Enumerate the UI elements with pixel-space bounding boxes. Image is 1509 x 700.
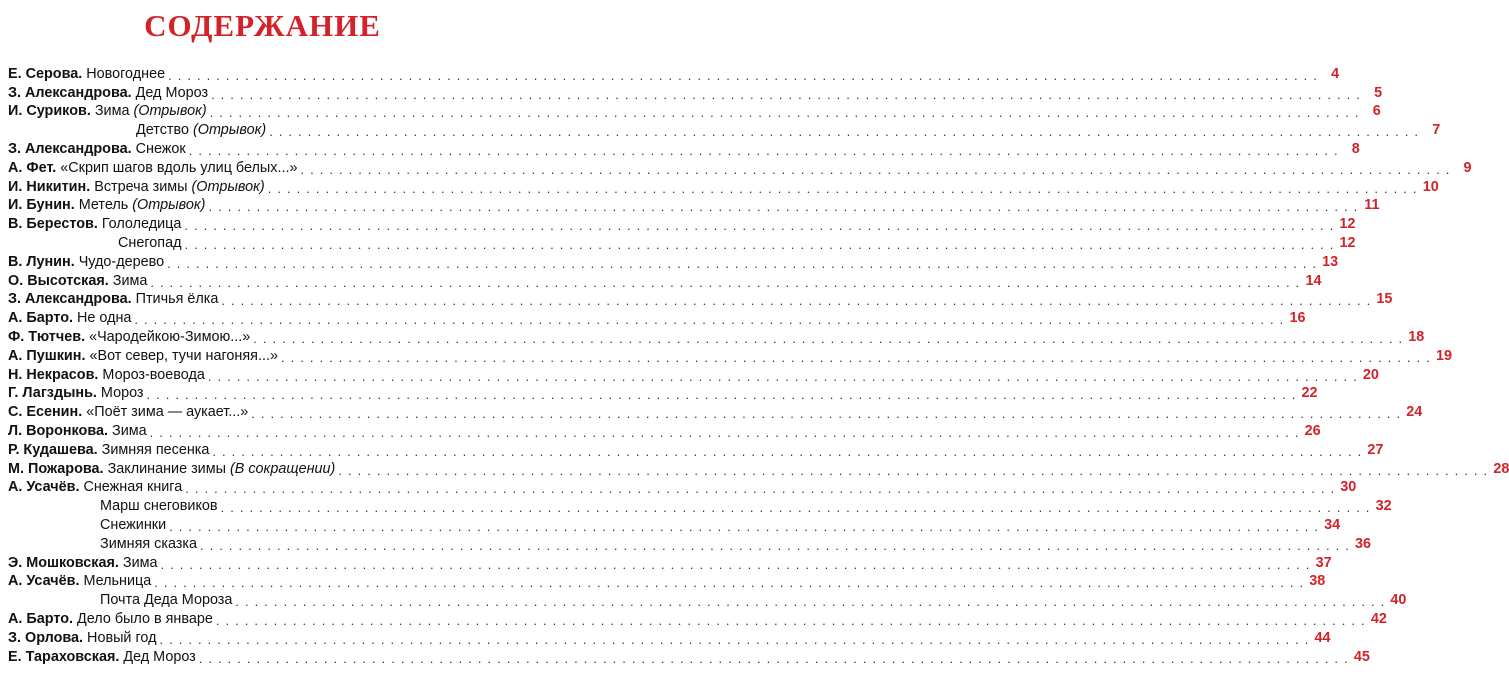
toc-entry bbox=[8, 346, 1452, 365]
toc-author: И. Бунин. bbox=[8, 197, 75, 214]
toc-work-title: Почта Деда Мороза bbox=[100, 592, 233, 609]
dot-leader: . . . . . . . . . . . . . . . . . . . . . . . . . . . . . . . . . . . . . . . . . . . . . . . . . . . . . . . . . . . . . . . . . . . . . . . . . . . . . . . . . . . . . . . . . . . . . . . . . . . . . . . . . . . . . . . . . . . . . . . . bbox=[251, 406, 1402, 422]
toc-entry bbox=[8, 496, 1392, 516]
toc-page-number: 44 bbox=[1314, 629, 1331, 646]
toc-author: Э. Мошковская. bbox=[8, 554, 119, 571]
toc-entry bbox=[8, 609, 1387, 628]
toc-author: Е. Тараховская. bbox=[8, 648, 120, 665]
toc-entry bbox=[8, 572, 1326, 591]
dot-leader: . . . . . . . . . . . . . . . . . . . . . . . . . . . . . . . . . . . . . . . . . . . . . . . . . . . . . . . . . . . . . . . . . . . . . . . . . . . . . . . . . . . . . . . . . . . . . . . . . . . . . . . . . . . . . . . . . . . . . . . . bbox=[338, 462, 1489, 478]
dot-leader: . . . . . . . . . . . . . . . . . . . . . . . . . . . . . . . . . . . . . . . . . . . . . . . . . . . . . . . . . . . . . . . . . . . . . . . . . . . . . . . . . . . . . . . . . . . . . . . . . . . . . . . . . . . . . . . . . . . . . . . . bbox=[160, 556, 1311, 572]
dot-leader: . . . . . . . . . . . . . . . . . . . . . . . . . . . . . . . . . . . . . . . . . . . . . . . . . . . . . . . . . . . . . . . . . . . . . . . . . . . . . . . . . . . . . . . . . . . . . . . . . . . . . . . . . . . . . . . . . . . . . . . . bbox=[212, 443, 1363, 459]
toc-author: М. Пожарова. bbox=[8, 460, 104, 477]
toc-work-title: Зима bbox=[94, 103, 130, 120]
toc-entry bbox=[8, 102, 1381, 121]
toc-author: И. Суриков. bbox=[8, 103, 91, 120]
toc-page-number: 34 bbox=[1324, 516, 1341, 533]
toc-note: (Отрывок) bbox=[191, 178, 265, 195]
toc-page-number: 13 bbox=[1322, 253, 1339, 270]
toc-page-number: 45 bbox=[1353, 648, 1370, 665]
dot-leader: . . . . . . . . . . . . . . . . . . . . . . . . . . . . . . . . . . . . . . . . . . . . . . . . . . . . . . . . . . . . . . . . . . . . . . . . . . . . . . . . . . . . . . . . . . . . . . . . . . . . . . . . . . . . . . . . . . . . . . . . bbox=[220, 500, 1371, 516]
toc-work-title: «Скрип шагов вдоль улиц белых...» bbox=[60, 159, 298, 176]
dot-leader: . . . . . . . . . . . . . . . . . . . . . . . . . . . . . . . . . . . . . . . . . . . . . . . . . . . . . . . . . . . . . . . . . . . . . . . . . . . . . . . . . . . . . . . . . . . . . . . . . . . . . . . . . . . . . . . . . . . . . . . . bbox=[280, 349, 1431, 365]
toc-work-title: «Вот север, тучи нагоняя...» bbox=[89, 347, 278, 364]
toc-entry bbox=[8, 515, 1341, 534]
toc-entry bbox=[8, 64, 1340, 83]
toc-work-title: Снежок bbox=[135, 140, 186, 157]
toc-page-number: 27 bbox=[1367, 441, 1384, 458]
toc-author: Е. Серова. bbox=[8, 65, 83, 82]
dot-leader: . . . . . . . . . . . . . . . . . . . . . . . . . . . . . . . . . . . . . . . . . . . . . . . . . . . . . . . . . . . . . . . . . . . . . . . . . . . . . . . . . . . . . . . . . . . . . . . . . . . . . . . . . . . . . . . . . . . . . . . . bbox=[185, 481, 1336, 497]
toc-page-number: 32 bbox=[1375, 498, 1392, 515]
toc-author: Л. Воронкова. bbox=[8, 422, 109, 439]
toc-author: В. Берестов. bbox=[8, 216, 98, 233]
toc-author: З. Александрова. bbox=[8, 140, 132, 157]
toc-author: А. Барто. bbox=[8, 310, 73, 327]
toc-work-title: Дед Мороз bbox=[135, 84, 209, 101]
toc-page-number: 22 bbox=[1301, 385, 1318, 402]
toc-page-number: 18 bbox=[1408, 328, 1425, 345]
toc-page-number: 36 bbox=[1355, 535, 1372, 552]
toc-entry bbox=[8, 271, 1322, 290]
toc-author: Н. Некрасов. bbox=[8, 366, 99, 383]
dot-leader: . . . . . . . . . . . . . . . . . . . . . . . . . . . . . . . . . . . . . . . . . . . . . . . . . . . . . . . . . . . . . . . . . . . . . . . . . . . . . . . . . . . . . . . . . . . . . . . . . . . . . . . . . . . . . . . . . . . . . . . . bbox=[159, 631, 1310, 647]
dot-leader: . . . . . . . . . . . . . . . . . . . . . . . . . . . . . . . . . . . . . . . . . . . . . . . . . . . . . . . . . . . . . . . . . . . . . . . . . . . . . . . . . . . . . . . . . . . . . . . . . . . . . . . . . . . . . . . . . . . . . . . . bbox=[300, 161, 1451, 177]
dot-leader: . . . . . . . . . . . . . . . . . . . . . . . . . . . . . . . . . . . . . . . . . . . . . . . . . . . . . . . . . . . . . . . . . . . . . . . . . . . . . . . . . . . . . . . . . . . . . . . . . . . . . . . . . . . . . . . . . . . . . . . . bbox=[150, 274, 1301, 290]
toc-work-title: Чудо-дерево bbox=[78, 253, 165, 270]
toc-work-title: Встреча зимы bbox=[94, 178, 188, 195]
toc-page-number: 10 bbox=[1422, 178, 1439, 195]
toc-entry bbox=[8, 534, 1372, 553]
toc-author: Р. Кудашева. bbox=[8, 441, 98, 458]
toc-author: И. Никитин. bbox=[8, 178, 91, 195]
toc-entry bbox=[8, 384, 1318, 403]
toc-page-number: 7 bbox=[1432, 122, 1441, 139]
toc-entry bbox=[8, 553, 1332, 572]
dot-leader: . . . . . . . . . . . . . . . . . . . . . . . . . . . . . . . . . . . . . . . . . . . . . . . . . . . . . . . . . . . . . . . . . . . . . . . . . . . . . . . . . . . . . . . . . . . . . . . . . . . . . . . . . . . . . . . . . . . . . . . . bbox=[154, 575, 1305, 591]
toc-work-title: Заклинание зимы bbox=[107, 460, 226, 477]
table-of-contents bbox=[8, 64, 1509, 666]
dot-leader: . . . . . . . . . . . . . . . . . . . . . . . . . . . . . . . . . . . . . . . . . . . . . . . . . . . . . . . . . . . . . . . . . . . . . . . . . . . . . . . . . . . . . . . . . . . . . . . . . . . . . . . . . . . . . . . . . . . . . . . . bbox=[269, 124, 1420, 140]
toc-author: А. Барто. bbox=[8, 610, 73, 627]
toc-page-number: 37 bbox=[1315, 554, 1332, 571]
dot-leader: . . . . . . . . . . . . . . . . . . . . . . . . . . . . . . . . . . . . . . . . . . . . . . . . . . . . . . . . . . . . . . . . . . . . . . . . . . . . . . . . . . . . . . . . . . . . . . . . . . . . . . . . . . . . . . . . . . . . . . . . bbox=[146, 387, 1297, 403]
toc-work-title: Новый год bbox=[87, 629, 157, 646]
toc-work-title: Марш снеговиков bbox=[100, 498, 218, 515]
toc-entry bbox=[8, 139, 1360, 158]
toc-entry bbox=[8, 308, 1306, 328]
toc-page-number: 14 bbox=[1305, 272, 1322, 289]
toc-work-title: «Поёт зима — аукает...» bbox=[86, 404, 249, 421]
toc-work-title: Гололедица bbox=[101, 216, 182, 233]
toc-page-number: 8 bbox=[1351, 140, 1360, 157]
toc-note: (В сокращении) bbox=[229, 460, 336, 477]
toc-note: (Отрывок) bbox=[133, 103, 207, 120]
toc-work-title: «Чародейкою-Зимою...» bbox=[89, 328, 251, 345]
toc-page-number: 12 bbox=[1339, 234, 1356, 251]
toc-page-number: 16 bbox=[1289, 310, 1306, 327]
toc-work-title: Снежная книга bbox=[83, 479, 183, 496]
toc-entry bbox=[8, 402, 1423, 422]
toc-entry bbox=[8, 327, 1425, 346]
toc-entry bbox=[8, 647, 1370, 666]
dot-leader: . . . . . . . . . . . . . . . . . . . . . . . . . . . . . . . . . . . . . . . . . . . . . . . . . . . . . . . . . . . . . . . . . . . . . . . . . . . . . . . . . . . . . . . . . . . . . . . . . . . . . . . . . . . . . . . . . . . . . . . . bbox=[149, 424, 1300, 440]
toc-work-title: Детство bbox=[136, 122, 189, 139]
toc-work-title: Зимняя песенка bbox=[101, 441, 210, 458]
dot-leader: . . . . . . . . . . . . . . . . . . . . . . . . . . . . . . . . . . . . . . . . . . . . . . . . . . . . . . . . . . . . . . . . . . . . . . . . . . . . . . . . . . . . . . . . . . . . . . . . . . . . . . . . . . . . . . . . . . . . . . . . bbox=[267, 180, 1418, 196]
dot-leader: . . . . . . . . . . . . . . . . . . . . . . . . . . . . . . . . . . . . . . . . . . . . . . . . . . . . . . . . . . . . . . . . . . . . . . . . . . . . . . . . . . . . . . . . . . . . . . . . . . . . . . . . . . . . . . . . . . . . . . . . bbox=[198, 650, 1349, 666]
toc-work-title: Птичья ёлка bbox=[135, 291, 219, 308]
toc-work-title: Мельница bbox=[83, 573, 152, 590]
toc-page-number: 9 bbox=[1463, 159, 1472, 176]
toc-author: О. Высотская. bbox=[8, 272, 109, 289]
toc-entry bbox=[8, 214, 1356, 234]
dot-leader: . . . . . . . . . . . . . . . . . . . . . . . . . . . . . . . . . . . . . . . . . . . . . . . . . . . . . . . . . . . . . . . . . . . . . . . . . . . . . . . . . . . . . . . . . . . . . . . . . . . . . . . . . . . . . . . . . . . . . . . . bbox=[209, 105, 1360, 121]
dot-leader: . . . . . . . . . . . . . . . . . . . . . . . . . . . . . . . . . . . . . . . . . . . . . . . . . . . . . . . . . . . . . . . . . . . . . . . . . . . . . . . . . . . . . . . . . . . . . . . . . . . . . . . . . . . . . . . . . . . . . . . . bbox=[207, 368, 1358, 384]
dot-leader: . . . . . . . . . . . . . . . . . . . . . . . . . . . . . . . . . . . . . . . . . . . . . . . . . . . . . . . . . . . . . . . . . . . . . . . . . . . . . . . . . . . . . . . . . . . . . . . . . . . . . . . . . . . . . . . . . . . . . . . . bbox=[184, 218, 1335, 234]
toc-work-title: Зимняя сказка bbox=[100, 535, 198, 552]
toc-page-number: 4 bbox=[1331, 65, 1340, 82]
toc-work-title: Новогоднее bbox=[86, 65, 166, 82]
dot-leader: . . . . . . . . . . . . . . . . . . . . . . . . . . . . . . . . . . . . . . . . . . . . . . . . . . . . . . . . . . . . . . . . . . . . . . . . . . . . . . . . . . . . . . . . . . . . . . . . . . . . . . . . . . . . . . . . . . . . . . . . bbox=[188, 142, 1339, 158]
toc-work-title: Зима bbox=[112, 422, 147, 439]
toc-entry bbox=[8, 459, 1509, 478]
toc-work-title: Зима bbox=[112, 272, 148, 289]
dot-leader: . . . . . . . . . . . . . . . . . . . . . . . . . . . . . . . . . . . . . . . . . . . . . . . . . . . . . . . . . . . . . . . . . . . . . . . . . . . . . . . . . . . . . . . . . . . . . . . . . . . . . . . . . . . . . . . . . . . . . . . . bbox=[211, 86, 1362, 102]
toc-page-number: 6 bbox=[1372, 103, 1381, 120]
toc-work-title: Мороз-воевода bbox=[102, 366, 205, 383]
toc-page-number: 38 bbox=[1309, 573, 1326, 590]
toc-entry bbox=[8, 196, 1380, 215]
toc-page-number: 26 bbox=[1304, 422, 1321, 439]
toc-author: В. Лунин. bbox=[8, 253, 75, 270]
toc-entry bbox=[8, 290, 1393, 309]
dot-leader: . . . . . . . . . . . . . . . . . . . . . . . . . . . . . . . . . . . . . . . . . . . . . . . . . . . . . . . . . . . . . . . . . . . . . . . . . . . . . . . . . . . . . . . . . . . . . . . . . . . . . . . . . . . . . . . . . . . . . . . . bbox=[235, 594, 1386, 610]
toc-page-number: 24 bbox=[1406, 404, 1423, 421]
toc-page-number: 15 bbox=[1376, 291, 1393, 308]
dot-leader: . . . . . . . . . . . . . . . . . . . . . . . . . . . . . . . . . . . . . . . . . . . . . . . . . . . . . . . . . . . . . . . . . . . . . . . . . . . . . . . . . . . . . . . . . . . . . . . . . . . . . . . . . . . . . . . . . . . . . . . . bbox=[253, 330, 1404, 346]
toc-page-number: 5 bbox=[1374, 84, 1383, 101]
toc-entry bbox=[8, 478, 1357, 497]
toc-work-title: Зима bbox=[122, 554, 158, 571]
dot-leader: . . . . . . . . . . . . . . . . . . . . . . . . . . . . . . . . . . . . . . . . . . . . . . . . . . . . . . . . . . . . . . . . . . . . . . . . . . . . . . . . . . . . . . . . . . . . . . . . . . . . . . . . . . . . . . . . . . . . . . . . bbox=[200, 537, 1351, 553]
toc-work-title: Не одна bbox=[76, 310, 132, 327]
toc-author: А. Фет. bbox=[8, 159, 57, 176]
toc-entry bbox=[8, 628, 1331, 647]
toc-author: Ф. Тютчев. bbox=[8, 328, 86, 345]
dot-leader: . . . . . . . . . . . . . . . . . . . . . . . . . . . . . . . . . . . . . . . . . . . . . . . . . . . . . . . . . . . . . . . . . . . . . . . . . . . . . . . . . . . . . . . . . . . . . . . . . . . . . . . . . . . . . . . . . . . . . . . . bbox=[169, 518, 1320, 534]
toc-page-number: 12 bbox=[1339, 216, 1356, 233]
toc-work-title: Дед Мороз bbox=[123, 648, 196, 665]
toc-work-title: Метель bbox=[78, 197, 129, 214]
toc-work-title: Мороз bbox=[100, 385, 144, 402]
toc-entry bbox=[8, 421, 1321, 440]
toc-entry bbox=[8, 158, 1472, 177]
toc-author: А. Усачёв. bbox=[8, 573, 80, 590]
toc-page-number: 30 bbox=[1340, 479, 1357, 496]
toc-note: (Отрывок) bbox=[192, 122, 267, 139]
dot-leader: . . . . . . . . . . . . . . . . . . . . . . . . . . . . . . . . . . . . . . . . . . . . . . . . . . . . . . . . . . . . . . . . . . . . . . . . . . . . . . . . . . . . . . . . . . . . . . . . . . . . . . . . . . . . . . . . . . . . . . . . bbox=[168, 67, 1319, 83]
toc-work-title: Дело было в январе bbox=[76, 610, 213, 627]
toc-page-number: 20 bbox=[1362, 366, 1379, 383]
toc-page-number: 11 bbox=[1364, 197, 1380, 214]
toc-author: З. Александрова. bbox=[8, 84, 132, 101]
toc-entry bbox=[8, 365, 1379, 384]
dot-leader: . . . . . . . . . . . . . . . . . . . . . . . . . . . . . . . . . . . . . . . . . . . . . . . . . . . . . . . . . . . . . . . . . . . . . . . . . . . . . . . . . . . . . . . . . . . . . . . . . . . . . . . . . . . . . . . . . . . . . . . . bbox=[221, 293, 1372, 309]
toc-entry bbox=[8, 440, 1384, 459]
dot-leader: . . . . . . . . . . . . . . . . . . . . . . . . . . . . . . . . . . . . . . . . . . . . . . . . . . . . . . . . . . . . . . . . . . . . . . . . . . . . . . . . . . . . . . . . . . . . . . . . . . . . . . . . . . . . . . . . . . . . . . . . bbox=[208, 199, 1359, 215]
toc-page-number: 28 bbox=[1493, 460, 1509, 477]
toc-entry bbox=[8, 233, 1356, 252]
page-title: СОДЕРЖАНИЕ bbox=[144, 8, 381, 43]
dot-leader: . . . . . . . . . . . . . . . . . . . . . . . . . . . . . . . . . . . . . . . . . . . . . . . . . . . . . . . . . . . . . . . . . . . . . . . . . . . . . . . . . . . . . . . . . . . . . . . . . . . . . . . . . . . . . . . . . . . . . . . . bbox=[134, 312, 1285, 328]
toc-note: (Отрывок) bbox=[132, 197, 206, 214]
toc-page-number: 19 bbox=[1435, 347, 1452, 364]
toc-author: З. Александрова. bbox=[8, 291, 132, 308]
toc-author: Г. Лагздынь. bbox=[8, 385, 97, 402]
toc-page-number: 42 bbox=[1370, 610, 1387, 627]
toc-entry bbox=[8, 252, 1339, 271]
toc-entry bbox=[8, 83, 1383, 102]
dot-leader: . . . . . . . . . . . . . . . . . . . . . . . . . . . . . . . . . . . . . . . . . . . . . . . . . . . . . . . . . . . . . . . . . . . . . . . . . . . . . . . . . . . . . . . . . . . . . . . . . . . . . . . . . . . . . . . . . . . . . . . . bbox=[215, 612, 1366, 628]
toc-page-number: 40 bbox=[1390, 592, 1407, 609]
toc-author: С. Есенин. bbox=[8, 404, 83, 421]
dot-leader: . . . . . . . . . . . . . . . . . . . . . . . . . . . . . . . . . . . . . . . . . . . . . . . . . . . . . . . . . . . . . . . . . . . . . . . . . . . . . . . . . . . . . . . . . . . . . . . . . . . . . . . . . . . . . . . . . . . . . . . . bbox=[184, 236, 1335, 252]
toc-work-title: Снегопад bbox=[118, 234, 182, 251]
toc-entry bbox=[8, 177, 1439, 196]
dot-leader: . . . . . . . . . . . . . . . . . . . . . . . . . . . . . . . . . . . . . . . . . . . . . . . . . . . . . . . . . . . . . . . . . . . . . . . . . . . . . . . . . . . . . . . . . . . . . . . . . . . . . . . . . . . . . . . . . . . . . . . . bbox=[167, 255, 1318, 271]
toc-author: А. Усачёв. bbox=[8, 479, 80, 496]
toc-author: А. Пушкин. bbox=[8, 347, 86, 364]
toc-work-title: Снежинки bbox=[100, 516, 167, 533]
toc-entry bbox=[8, 120, 1441, 140]
toc-author: З. Орлова. bbox=[8, 629, 84, 646]
toc-entry bbox=[8, 590, 1407, 610]
